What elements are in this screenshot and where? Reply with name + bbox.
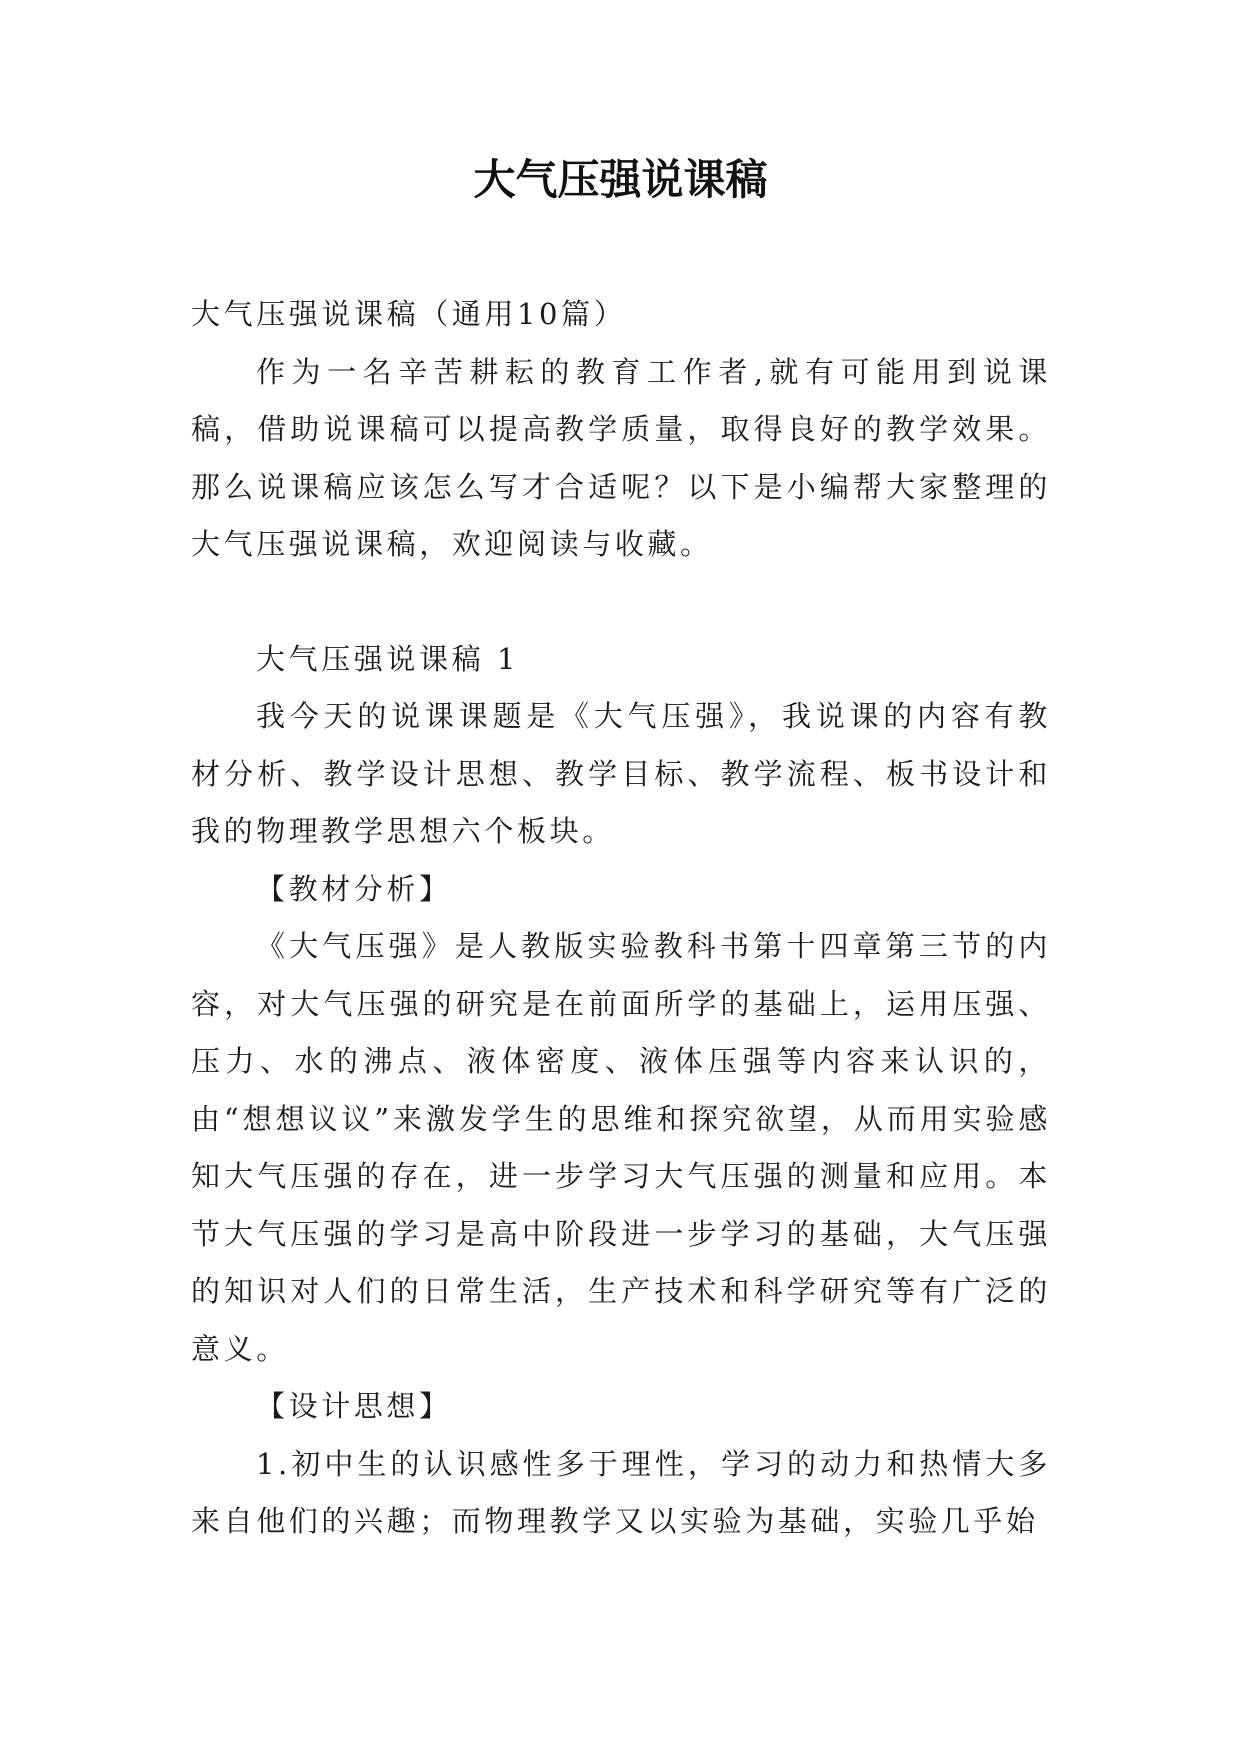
document-body <box>191 286 1051 1551</box>
intro-paragraph: 作为一名辛苦耕耘的教育工作者,就有可能用到说课稿，借助说课稿可以提高教学质量，取得良好的教学效果。那么说课稿应该怎么写才合适呢？以下是小编帮大家整理的大气压强说课稿，欢迎阅读与收藏。 <box>191 354 1051 561</box>
heading-design-thought: 【设计思想】 <box>256 1389 452 1423</box>
paragraph-gap <box>191 574 1051 631</box>
design-thought-paragraph: 1.初中生的认识感性多于理性，学习的动力和热情大多来自他们的兴趣；而物理教学又以实验为基础，实验几乎始 <box>191 1446 1051 1538</box>
document-title: 大气压强说课稿 <box>473 155 768 204</box>
document-subtitle: 大气压强说课稿（通用10篇） <box>191 297 627 331</box>
section-heading: 大气压强说课稿 1 <box>256 641 520 676</box>
body-paragraph: 我今天的说课课题是《大气压强》，我说课的内容有教材分析、教学设计思想、教学目标、教学流程、板书设计和我的物理教学思想六个板块。 <box>191 699 1051 848</box>
material-analysis-paragraph: 《大气压强》是人教版实验教科书第十四章第三节的内容，对大气压强的研究是在前面所学的基础上，运用压强、压力、水的沸点、液体密度、液体压强等内容来认识的，由“想想议议”来激发学生的思维和探究欲望，从而用实验感知大气压强的存在，进一步学习大气压强的测量和应用。本节大气压强的学习是高中阶段进一步学习的基础，大气压强的知识对人们的日常生活，生产技术和科学研究等有广泛的意义。 <box>191 929 1051 1366</box>
heading-material-analysis: 【教材分析】 <box>256 871 452 906</box>
